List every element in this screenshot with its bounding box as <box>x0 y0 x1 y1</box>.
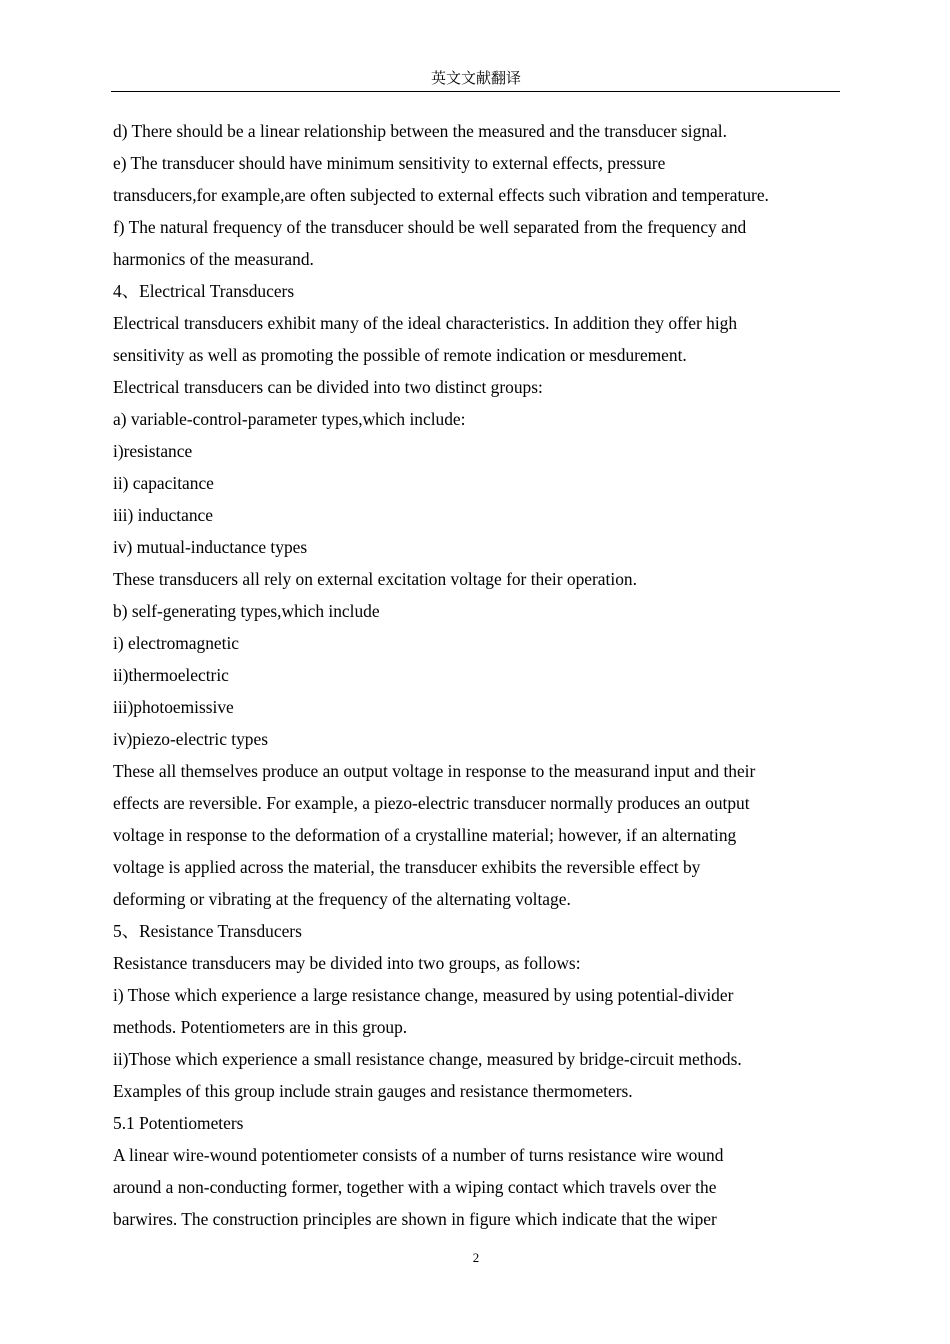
text-line: d) There should be a linear relationship between the measured and the transducer signal. <box>113 121 727 141</box>
text-line: around a non-conducting former, together with a wiping contact which travels over the <box>113 1177 717 1197</box>
list-item: iv)piezo-electric types <box>113 729 268 749</box>
list-heading: a) variable-control-parameter types,which include: <box>113 409 466 429</box>
list-item: i) Those which experience a large resistance change, measured by using potential-divider <box>113 985 734 1005</box>
text-line: Electrical transducers can be divided into two distinct groups: <box>113 377 543 397</box>
text-line: sensitivity as well as promoting the possible of remote indication or mesdurement. <box>113 345 687 365</box>
text-line: f) The natural frequency of the transducer should be well separated from the frequency and <box>113 217 747 237</box>
text-line: e) The transducer should have minimum sensitivity to external effects, pressure <box>113 153 666 173</box>
list-item: iii)photoemissive <box>113 697 234 717</box>
list-item: ii)thermoelectric <box>113 665 229 685</box>
text-line: Examples of this group include strain gauges and resistance thermometers. <box>113 1081 633 1101</box>
text-line: deforming or vibrating at the frequency of the alternating voltage. <box>113 889 571 909</box>
text-line: Electrical transducers exhibit many of the ideal characteristics. In addition they offer high <box>113 313 738 333</box>
page-header-title: 英文文献翻译 <box>430 69 521 87</box>
text-line: methods. Potentiometers are in this group. <box>113 1017 408 1037</box>
text-line: These all themselves produce an output voltage in response to the measurand input and their <box>113 761 756 781</box>
document-body <box>113 116 853 1236</box>
text-line: Resistance transducers may be divided into two groups, as follows: <box>113 953 581 973</box>
list-item: ii)Those which experience a small resistance change, measured by bridge-circuit methods. <box>113 1049 742 1069</box>
list-item: iv) mutual-inductance types <box>113 537 308 557</box>
text-line: voltage in response to the deformation of a crystalline material; however, if an alternating <box>113 825 737 845</box>
list-item: iii) inductance <box>113 505 213 525</box>
page-number: 2 <box>472 1250 480 1265</box>
text-line: transducers,for example,are often subjected to external effects such vibration and temperature. <box>113 185 769 205</box>
list-item: ii) capacitance <box>113 473 214 493</box>
header-divider <box>111 91 840 92</box>
list-item: i) electromagnetic <box>113 633 240 653</box>
section-heading-resistance-transducers: 5、Resistance Transducers <box>113 921 302 941</box>
text-line: barwires. The construction principles are shown in figure which indicate that the wiper <box>113 1209 717 1229</box>
text-line: A linear wire-wound potentiometer consists of a number of turns resistance wire wound <box>113 1145 724 1165</box>
list-item: i)resistance <box>113 441 193 461</box>
text-line: voltage is applied across the material, the transducer exhibits the reversible effect by <box>113 857 701 877</box>
list-heading: b) self-generating types,which include <box>113 601 380 621</box>
text-line: These transducers all rely on external excitation voltage for their operation. <box>113 569 637 589</box>
text-line: harmonics of the measurand. <box>113 249 314 269</box>
section-heading-electrical-transducers: 4、Electrical Transducers <box>113 281 295 301</box>
text-line: effects are reversible. For example, a piezo-electric transducer normally produces an output <box>113 793 750 813</box>
subsection-heading-potentiometers: 5.1 Potentiometers <box>113 1113 244 1133</box>
